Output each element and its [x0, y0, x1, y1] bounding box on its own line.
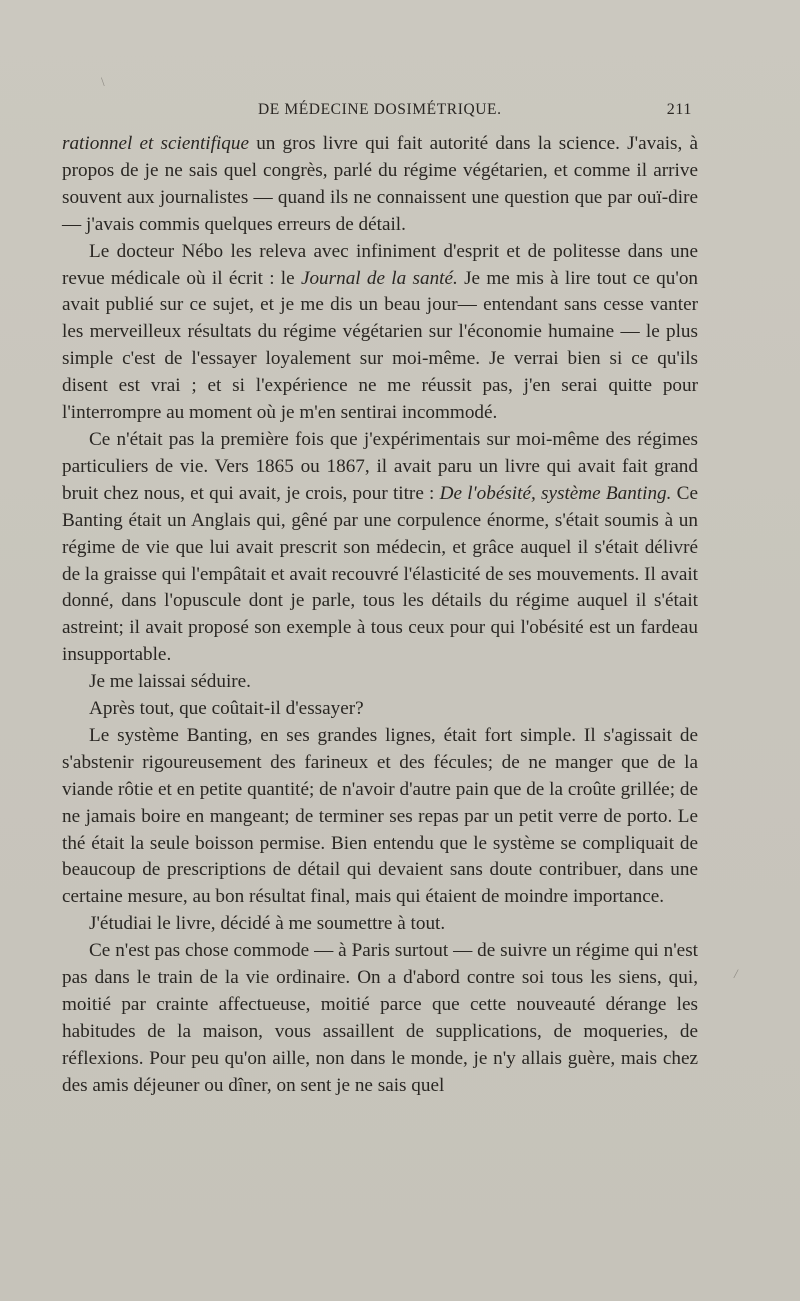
paragraph: Ce n'est pas chose commode — à Paris surtout — de suivre un régime qui n'est pas dans le train de la vie ordinaire. On a d'abord contre soi tous les siens, qui, moitié par crainte affectueuse, moitié parce que cette nouveauté dérange les habitudes de la maison, vous assaillent de supplications, de moqueries, de réflexions. Pour peu qu'on aille, non dans le monde, je n'y allais guère, mais chez des amis déjeuner ou dîner, on sent je ne sais quel	[62, 940, 698, 1096]
page-header	[62, 101, 698, 123]
paragraph: Je me laissai séduire.	[89, 671, 251, 693]
paragraph-text: Ce Banting était un Anglais qui, gêné par une corpulence énorme, s'était soumis à un régime de vie que lui avait prescrit son médecin, et grâce auquel il s'était délivré de la graisse qui l'empâtait et avait recouvré l'élasticité de ses mouvements. Il avait donné, dans l'opuscule dont je parle, tous les détails du régime auquel il s'était astreint; il avait proposé son exemple à tous ceux pour qui l'obésité est un fardeau insupportable.	[62, 482, 698, 666]
paragraph-text: Le docteur Nébo les releva avec infiniment d'esprit et de politesse dans une revue médicale où il écrit : le	[62, 240, 698, 289]
paragraph-text: Ce n'était pas la première fois que j'expérimentais sur moi-même des régimes particuliers de vie. Vers 1865 ou 1867, il avait paru un livre qui avait fait grand bruit chez nous, et qui avait, je crois, pour titre :	[62, 428, 698, 504]
italic-phrase: rationnel et scientifique	[62, 133, 250, 154]
paragraph	[62, 131, 698, 239]
paragraph-text: Je me mis à lire tout ce qu'on avait publié sur ce sujet, et je me dis un beau jour— entendant sans cesse vanter les merveilleux résultats du régime végétarien sur l'économie humaine — le plus simple c'est de l'essayer loyalement sur moi-même. Je verrai bien si ce qu'ils disent est vrai ; et si l'expérience ne me réussit pas, j'en serai quitte pour l'interrompre au moment où je m'en sentirai incommodé.	[62, 267, 699, 424]
page-number: 211	[666, 101, 692, 118]
paragraph	[62, 239, 698, 427]
paragraph: J'étudiai le livre, décidé à me soumettre à tout.	[89, 913, 446, 935]
book-title: De l'obésité, système Banting.	[439, 482, 672, 504]
stray-mark: /	[734, 966, 738, 981]
stray-mark: \	[101, 74, 105, 89]
paragraph: Après tout, que coûtait-il d'essayer?	[89, 698, 364, 720]
journal-title: Journal de la santé.	[300, 267, 458, 289]
paragraph: Le système Banting, en ses grandes lignes, était fort simple. Il s'agissait de s'abstenir rigoureusement des farineux et des fécules; de ne manger que de la viande rôtie et en petite quantité; de n'avoir d'autre pain que de la croûte grillée; de ne jamais boire en mangeant; de terminer ses repas par un petit verre de porto. Le thé était la seule boisson permise. Bien entendu que le système se compliquait de beaucoup de prescriptions de détail qui devaient sans doute contribuer, dans une certaine mesure, au bon résultat final, mais qui étaient de moindre importance.	[62, 724, 698, 908]
body-text	[62, 131, 698, 1100]
paragraph-text: un gros livre qui fait autorité dans la science. J'avais, à propos de je ne sais quel congrès, parlé du régime végétarien, et comme il arrive souvent aux journalistes — quand ils ne connaissent une question que par ouï-dire — j'avais commis quelques erreurs de détail.	[62, 133, 699, 235]
paragraph	[62, 427, 698, 669]
running-head: DE MÉDECINE DOSIMÉTRIQUE.	[258, 101, 502, 118]
